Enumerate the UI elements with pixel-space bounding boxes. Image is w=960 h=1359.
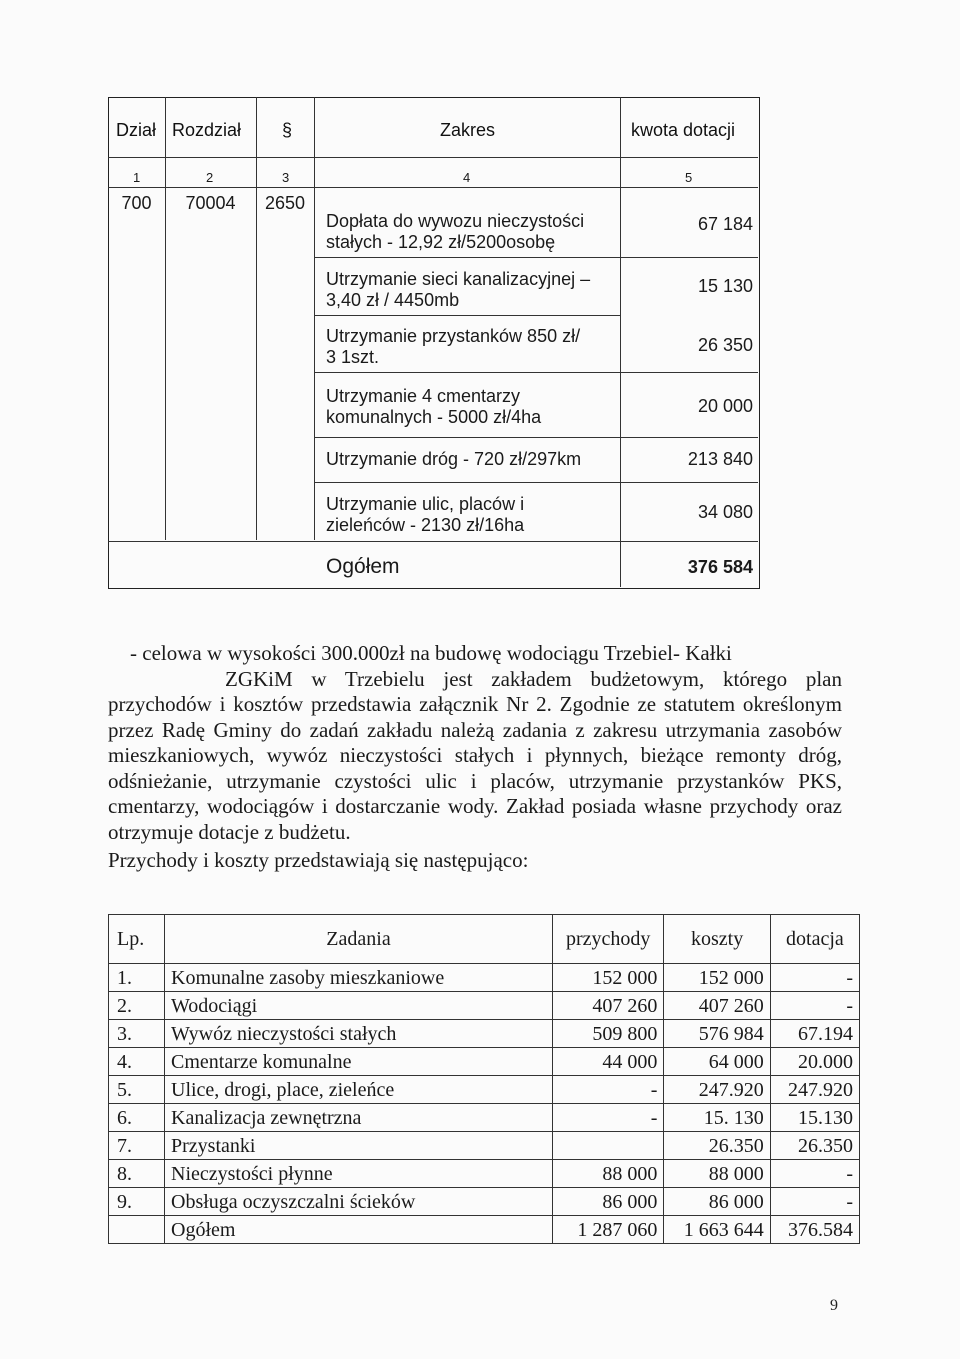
table-row [109,1188,860,1216]
zakres-line: 3,40 zł / 4450mb [326,290,460,310]
paragraph-body: ZGKiM w Trzebielu jest zakładem budżetowym, którego plan przychodów i kosztów przedstawia załącznik Nr 2. Zgodnie ze statutem określonym przez Radę Gminy do zadań zakładu należą zadania z zakresu utrzymania zasobów mieszkaniowych, wywóz nieczystości stałych i płynnych, bieżące remonty dróg, odśnieżanie, utrzymanie czystości ulic i placów, utrzymanie przystanków PKS, cmentarzy, wodociągów i dostarczanie wody. Zakład posiada własne przychody oraz otrzymuje dotacje z budżetu. [108,666,842,844]
cell-dotacja: 67.194 [770,1020,859,1048]
cell-dotacja: 26.350 [770,1132,859,1160]
cell-lp: 4. [109,1048,165,1076]
zakres-line: Utrzymanie przystanków 850 zł/ [326,326,581,346]
cell-koszty: 88 000 [664,1160,770,1188]
header-zadania: Zadania [165,915,553,964]
kwota-value: 213 840 [687,449,753,469]
cell-lp: 8. [109,1160,165,1188]
dzial-value: 700 [121,193,152,213]
kwota-value: 26 350 [697,335,753,355]
divider [314,437,758,438]
table-row [109,1104,860,1132]
cell-przychody: - [553,1104,664,1132]
cell-koszty: 86 000 [664,1188,770,1216]
table-row [109,1048,860,1076]
divider [256,97,257,540]
kwota-value: 20 000 [697,396,753,416]
divider [314,315,620,316]
cell-koszty: 64 000 [664,1048,770,1076]
cell-zadanie: Cmentarze komunalne [165,1048,553,1076]
cell-dotacja: - [770,992,859,1020]
kwota-value: 34 080 [697,502,753,522]
cell-lp: 3. [109,1020,165,1048]
header-kwota: kwota dotacji [631,120,736,140]
column-number: 3 [282,170,290,185]
cell-lp: 5. [109,1076,165,1104]
zakres-line: Utrzymanie sieci kanalizacyjnej – [326,269,591,289]
cell-przychody [553,1132,664,1160]
cell-przychody: 88 000 [553,1160,664,1188]
cell-zadanie: Kanalizacja zewnętrzna [165,1104,553,1132]
zakres-line: Utrzymanie ulic, placów i [326,494,525,514]
total-value: 376 584 [687,557,753,577]
cell-dotacja: - [770,1160,859,1188]
cell-koszty: 247.920 [664,1076,770,1104]
cell-przychody: 152 000 [553,964,664,992]
cell-zadanie: Komunalne zasoby mieszkaniowe [165,964,553,992]
header-zakres: Zakres [440,120,496,140]
column-number: 5 [685,170,693,185]
header-rozdzial: Rozdział [172,120,242,140]
paragraph-intro: Przychody i koszty przedstawiają się następująco: [108,848,529,872]
income-cost-table [108,914,860,1244]
cell-zadanie: Wodociągi [165,992,553,1020]
cell-przychody: 44 000 [553,1048,664,1076]
cell-koszty: 15. 130 [664,1104,770,1132]
cell-dotacja: - [770,1188,859,1216]
cell-koszty: 576 984 [664,1020,770,1048]
kwota-value: 15 130 [697,276,753,296]
cell-zadanie: Przystanki [165,1132,553,1160]
cell-dotacja: - [770,964,859,992]
zakres-line: Dopłata do wywozu nieczystości [326,211,585,231]
cell-zadanie: Ogółem [165,1216,553,1244]
table-total-row [109,1216,860,1244]
table-row [109,1020,860,1048]
cell-zadanie: Ulice, drogi, place, zieleńce [165,1076,553,1104]
zakres-line: stałych - 12,92 zł/5200osobę [326,232,556,252]
table-row [109,1160,860,1188]
cell-zadanie: Obsługa oczyszczalni ścieków [165,1188,553,1216]
divider [314,257,758,258]
cell-dotacja: 247.920 [770,1076,859,1104]
body-text [108,641,842,874]
cell-koszty: 1 663 644 [664,1216,770,1244]
cell-lp [109,1216,165,1244]
divider [165,97,166,540]
header-przychody: przychody [553,915,664,964]
table-header-row [109,915,860,964]
paragraf-value: 2650 [264,193,306,213]
budget-table [108,97,760,589]
divider [314,482,758,483]
cell-lp: 2. [109,992,165,1020]
table [108,914,860,1244]
table-row [109,1076,860,1104]
page-number: 9 [830,1297,838,1314]
header-dzial: Dział [116,120,157,140]
cell-lp: 9. [109,1188,165,1216]
header-dotacja: dotacja [770,915,859,964]
cell-dotacja: 20.000 [770,1048,859,1076]
cell-zadanie: Wywóz nieczystości stałych [165,1020,553,1048]
cell-lp: 6. [109,1104,165,1132]
cell-zadanie: Nieczystości płynne [165,1160,553,1188]
divider [314,372,758,373]
cell-przychody: 1 287 060 [553,1216,664,1244]
divider [108,541,758,542]
total-label: Ogółem [326,555,400,578]
zakres-line: 3 1szt. [326,347,380,367]
header-koszty: koszty [664,915,770,964]
table-row [109,992,860,1020]
divider [108,157,758,158]
column-number: 2 [206,170,214,185]
cell-przychody: 407 260 [553,992,664,1020]
cell-lp: 1. [109,964,165,992]
divider [108,187,758,188]
cell-koszty: 26.350 [664,1132,770,1160]
cell-przychody: 86 000 [553,1188,664,1216]
cell-dotacja: 376.584 [770,1216,859,1244]
header-lp: Lp. [109,915,165,964]
cell-przychody: - [553,1076,664,1104]
kwota-value: 67 184 [697,214,753,234]
cell-przychody: 509 800 [553,1020,664,1048]
cell-koszty: 152 000 [664,964,770,992]
bullet-line: - celowa w wysokości 300.000zł na budowę wodociągu Trzebiel- Kałki [130,641,732,665]
cell-koszty: 407 260 [664,992,770,1020]
column-number: 1 [133,170,141,185]
zakres-line: Utrzymanie dróg - 720 zł/297km [326,449,582,469]
cell-dotacja: 15.130 [770,1104,859,1132]
zakres-line: Utrzymanie 4 cmentarzy [326,386,521,406]
divider [314,97,315,540]
rozdzial-value: 70004 [185,193,236,213]
zakres-line: zieleńców - 2130 zł/16ha [326,515,525,535]
zakres-line: komunalnych - 5000 zł/4ha [326,407,542,427]
table-row [109,964,860,992]
column-number: 4 [463,170,471,185]
table-row [109,1132,860,1160]
header-paragraf: § [282,120,293,140]
cell-lp: 7. [109,1132,165,1160]
